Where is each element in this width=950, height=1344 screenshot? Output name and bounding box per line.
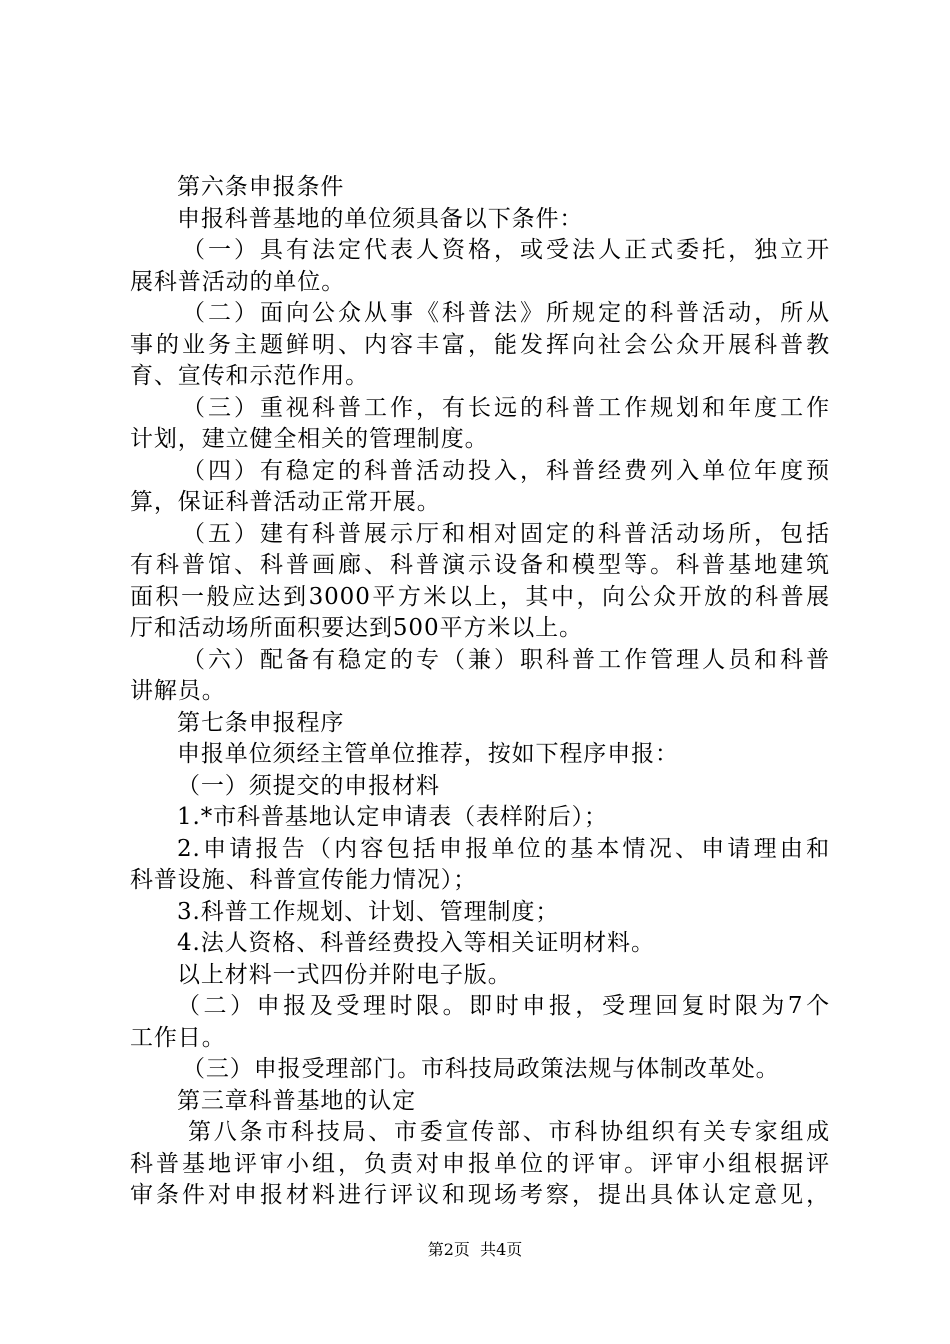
- paragraph-line: 面积一般应达到3000平方米以上，其中，向公众开放的科普展: [130, 583, 830, 610]
- paragraph-line: 工作日。: [130, 1024, 226, 1051]
- chapter-heading: 第三章科普基地的认定: [177, 1087, 416, 1114]
- paragraph-line: 科普设施、科普宣传能力情况）；: [130, 867, 477, 893]
- paragraph-line: 事的业务主题鲜明、内容丰富，能发挥向社会公众开展科普教: [130, 331, 830, 358]
- paragraph-line: 以上材料一式四份并附电子版。: [177, 961, 512, 988]
- paragraph-line: 厅和活动场所面积要达到500平方米以上。: [130, 615, 583, 641]
- list-item: 1.*市科普基地认定申请表（表样附后）；: [177, 804, 608, 830]
- list-item: 3.科普工作规划、计划、管理制度；: [177, 898, 560, 925]
- paragraph-line: （一）具有法定代表人资格，或受法人正式委托，独立开: [182, 237, 830, 263]
- document-body: [130, 172, 830, 1212]
- paragraph-line: 科普基地评审小组，负责对申报单位的评审。评审小组根据评: [130, 1150, 830, 1177]
- paragraph-line: （二）面向公众从事《科普法》所规定的科普活动，所从: [182, 300, 830, 326]
- list-item: 2.申请报告（内容包括申报单位的基本情况、申请理由和: [177, 835, 830, 862]
- paragraph-line: （二）申报及受理时限。即时申报，受理回复时限为7个: [177, 993, 830, 1019]
- article-heading: 第六条申报条件: [177, 174, 345, 200]
- page-footer: [0, 1240, 950, 1260]
- paragraph-line: 算，保证科普活动正常开展。: [130, 489, 441, 515]
- paragraph-line: （三）重视科普工作，有长远的科普工作规划和年度工作: [182, 394, 830, 421]
- paragraph-line: 有科普馆、科普画廊、科普演示设备和模型等。科普基地建筑: [130, 552, 830, 578]
- paragraph-line: （六）配备有稳定的专（兼）职科普工作管理人员和科普: [182, 646, 830, 673]
- article-heading: 第七条申报程序: [177, 709, 345, 736]
- list-item: 4.法人资格、科普经费投入等相关证明材料。: [177, 930, 655, 956]
- page-number: 第2页 共4页: [427, 1240, 523, 1259]
- paragraph-line: 第八条市科技局、市委宣传部、市科协组织有关专家组成: [188, 1119, 830, 1145]
- paragraph-line: （四）有稳定的科普活动投入，科普经费列入单位年度预: [182, 457, 830, 484]
- paragraph-line: （五）建有科普展示厅和相对固定的科普活动场所，包括: [182, 520, 830, 547]
- paragraph-line: 展科普活动的单位。: [130, 268, 346, 295]
- paragraph-line: 育、宣传和示范作用。: [130, 363, 369, 389]
- paragraph-line: 讲解员。: [130, 678, 226, 704]
- paragraph-line: 审条件对申报材料进行评议和现场考察，提出具体认定意见，: [130, 1182, 830, 1208]
- paragraph-line: 计划，建立健全相关的管理制度。: [130, 426, 489, 452]
- paragraph-line: （一）须提交的申报材料: [177, 772, 440, 799]
- paragraph-line: （三）申报受理部门。市科技局政策法规与体制改革处。: [182, 1056, 780, 1082]
- paragraph-line: 申报单位须经主管单位推荐，按如下程序申报：: [177, 741, 679, 767]
- paragraph-line: 申报科普基地的单位须具备以下条件：: [177, 205, 584, 232]
